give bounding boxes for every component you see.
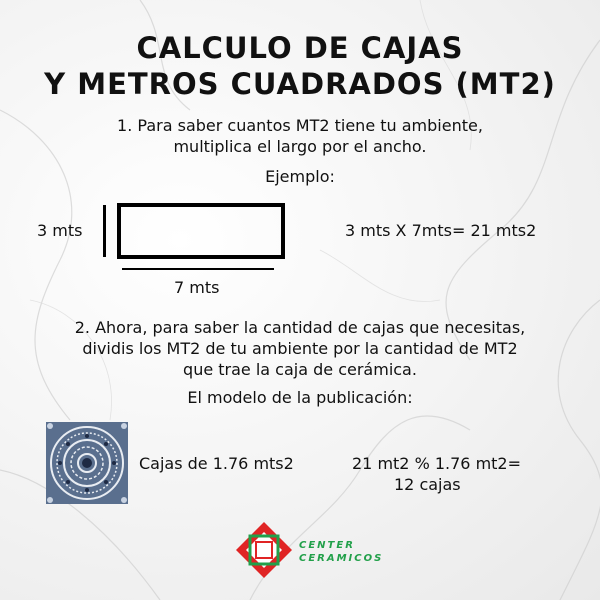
- boxes-formula: 21 mt2 % 1.76 mt2=: [352, 454, 522, 473]
- model-label: El modelo de la publicación:: [187, 388, 413, 407]
- area-formula: 3 mts X 7mts= 21 mts2: [345, 221, 537, 240]
- step-2-line-3: que trae la caja de cerámica.: [183, 360, 417, 379]
- mandala-tile-icon: [46, 422, 128, 504]
- box-size-label: Cajas de 1.76 mts2: [139, 454, 294, 473]
- width-label: 7 mts: [174, 278, 220, 297]
- step-1-line-1: 1. Para saber cuantos MT2 tiene tu ambiente,: [117, 116, 483, 135]
- page-title-line-1: CALCULO DE CAJAS: [136, 31, 464, 65]
- center-ceramicos-logo: [234, 520, 294, 580]
- step-1-line-2: multiplica el largo por el ancho.: [173, 137, 427, 156]
- page-title-line-2: Y METROS CUADRADOS (MT2): [44, 67, 556, 101]
- example-label: Ejemplo:: [265, 167, 335, 186]
- boxes-result: 12 cajas: [394, 475, 461, 494]
- brand-name-line-2: CERAMICOS: [299, 553, 384, 564]
- step-2-line-2: dividis los MT2 de tu ambiente por la cantidad de MT2: [82, 339, 518, 358]
- width-measure-line: [122, 268, 274, 270]
- step-2-line-1: 2. Ahora, para saber la cantidad de cajas que necesitas,: [74, 318, 526, 337]
- brand-name-line-1: CENTER: [299, 540, 355, 551]
- height-measure-line: [103, 205, 106, 257]
- room-rectangle: [117, 203, 285, 259]
- height-label: 3 mts: [37, 221, 83, 240]
